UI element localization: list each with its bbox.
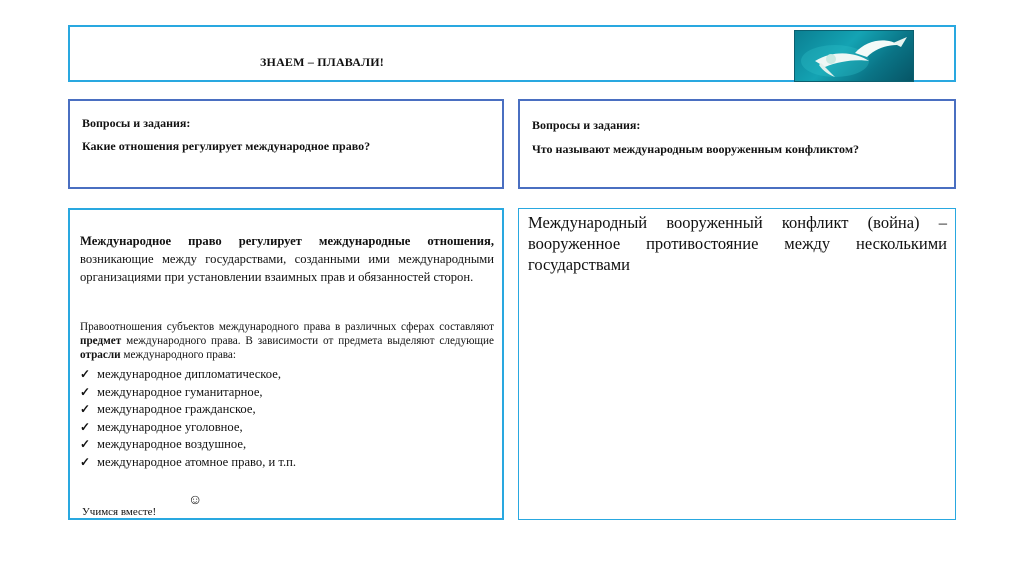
checkmark-icon: ✓ [80, 402, 91, 416]
header-panel [68, 25, 956, 82]
list-item [80, 401, 494, 419]
branches-intro-paragraph [80, 320, 494, 362]
checkmark-icon: ✓ [80, 384, 91, 399]
list-item [80, 454, 494, 472]
intro-text-c: международного права. В зависимости от предмета выделяют следующие [121, 335, 494, 347]
list-item [80, 419, 494, 437]
intro-subject-bold: предмет [80, 335, 122, 347]
right-answer-panel [518, 208, 956, 520]
definition-paragraph [80, 232, 494, 286]
left-question-panel [68, 99, 504, 189]
conflict-definition: Международный вооруженный конфликт (война) – вооруженное противостояние между несколькими государствами [528, 213, 947, 274]
intro-branches-bold: отрасли [80, 349, 121, 361]
definition-rest: возникающие между государствами, созданными ими международными организациями при установлении взаимных прав и обязанностей сторон. [80, 252, 494, 284]
definition-bold: Международное право регулирует международные отношения, [80, 234, 494, 248]
left-question-text: Какие отношения регулирует международное право? [82, 139, 371, 153]
list-item [80, 436, 494, 454]
list-item-text: международное гражданское, [97, 402, 256, 416]
list-item-text: международное уголовное, [97, 419, 243, 434]
intro-text-e: международного права: [120, 349, 236, 361]
right-question-title: Вопросы и задания: [532, 118, 641, 132]
right-question-text: Что называют международным вооруженным конфликтом? [532, 142, 859, 156]
list-item-text: международное гуманитарное, [97, 384, 263, 399]
list-item [80, 366, 494, 384]
page-title: ЗНАЕМ – ПЛАВАЛИ! [260, 55, 384, 69]
learn-together-caption: Учимся вместе! [82, 506, 157, 518]
smiley-icon: ☺ [188, 493, 203, 508]
left-answer-panel [68, 208, 504, 520]
right-question-panel [518, 99, 956, 189]
list-item [80, 384, 494, 402]
list-item-text: международное воздушное, [97, 437, 247, 451]
list-item-text: международное дипломатическое, [97, 367, 281, 381]
checkmark-icon: ✓ [80, 454, 91, 469]
branches-list [80, 366, 494, 471]
intro-text-a: Правоотношения субъектов международного права в различных сферах составляют [80, 321, 494, 333]
checkmark-icon: ✓ [80, 437, 91, 451]
left-question-title: Вопросы и задания: [82, 116, 191, 130]
dolphin-image [794, 30, 914, 82]
checkmark-icon: ✓ [80, 367, 91, 381]
checkmark-icon: ✓ [80, 419, 91, 434]
list-item-text: международное атомное право, и т.п. [97, 454, 296, 469]
